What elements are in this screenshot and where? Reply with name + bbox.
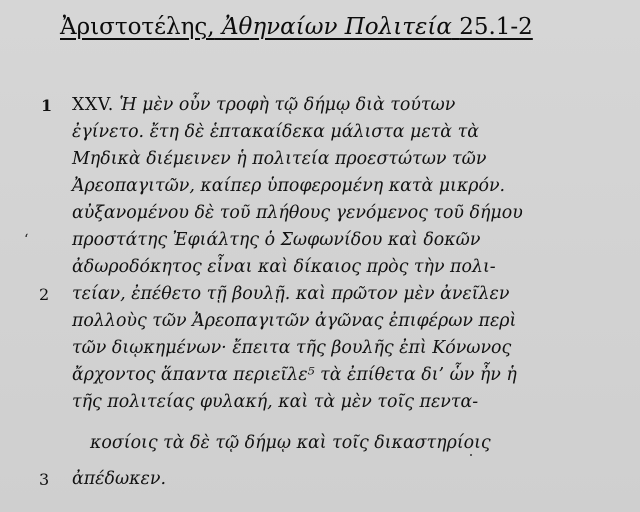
document-title xyxy=(60,10,533,44)
margin-mark: ‘ xyxy=(24,232,29,248)
section-number: 3 xyxy=(39,470,50,489)
title-author: Ἀριστοτέλης, xyxy=(60,14,215,40)
line-text: τῆς πολιτείας φυλακή, καὶ τὰ μὲν τοῖς πεντα- xyxy=(72,392,479,412)
line-text: Μηδικὰ διέμεινεν ἡ πολιτεία προεστώτων τῶν xyxy=(72,149,487,169)
line-text: ἀπέδωκεν. xyxy=(72,469,166,489)
title-work: Ἀθηναίων Πολιτεία xyxy=(221,14,452,40)
section-number: 2 xyxy=(39,285,50,304)
line-text: πολλοὺς τῶν Ἀρεοπαγιτῶν ἀγῶνας ἐπιφέρων περὶ xyxy=(72,311,517,331)
title-reference: 25.1-2 xyxy=(459,14,533,40)
line-text: τῶν διῳκημένων· ἔπειτα τῆς βουλῆς ἐπὶ Κόνωνος xyxy=(72,338,512,358)
chapter-number: XXV. xyxy=(72,95,114,115)
section-number: 1 xyxy=(41,96,53,115)
line-text: κοσίοις τὰ δὲ τῷ δήμῳ καὶ τοῖς δικαστηρίοις xyxy=(90,433,491,453)
print-speck xyxy=(470,454,472,456)
line-words: Ἡ μὲν οὖν τροφὴ τῷ δήμῳ διὰ τούτων xyxy=(119,95,456,115)
line-text: τείαν, ἐπέθετο τῇ βουλῇ. καὶ πρῶτον μὲν ἀνεῖλεν xyxy=(72,284,510,304)
line-text: αὐξανομένου δὲ τοῦ πλήθους γενόμενος τοῦ δήμου xyxy=(72,203,523,223)
line-text: ἀδωροδόκητος εἶναι καὶ δίκαιος πρὸς τὴν πολι- xyxy=(72,257,496,277)
line-text: προστάτης Ἐφιάλτης ὁ Σωφωνίδου καὶ δοκῶν xyxy=(72,230,481,250)
line-text: Ἀρεοπαγιτῶν, καίπερ ὑποφερομένη κατὰ μικρόν. xyxy=(72,176,506,196)
line-text: ἐγίνετο. ἔτη δὲ ἑπτακαίδεκα μάλιστα μετὰ τὰ xyxy=(72,122,479,142)
line-text xyxy=(72,92,455,119)
line-text: ἄρχοντος ἅπαντα περιεῖλε⁵ τὰ ἐπίθετα δι’ ὧν ἦν ἡ xyxy=(72,365,517,385)
